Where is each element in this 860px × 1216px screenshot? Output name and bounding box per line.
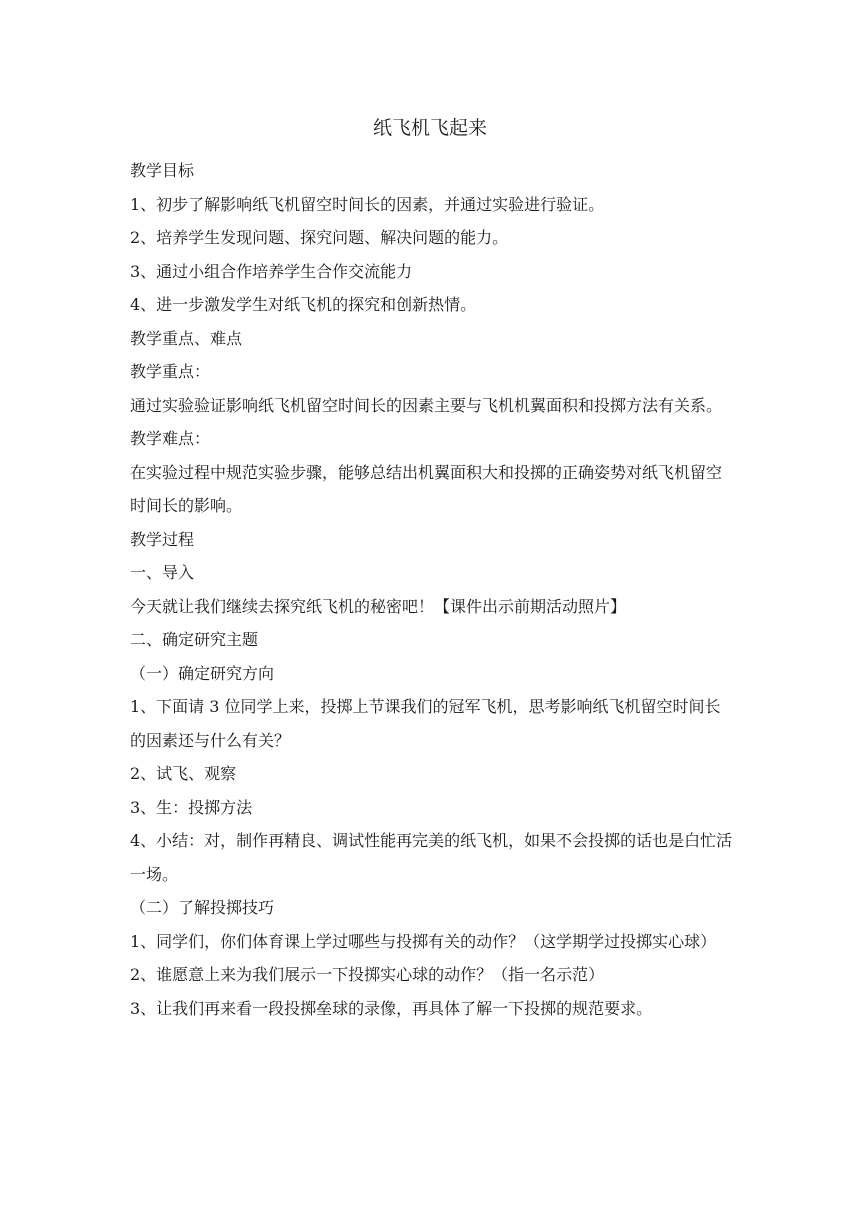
direction-item-4: 4、小结：对，制作再精良、调试性能再完美的纸飞机，如果不会投掷的话也是白忙活一场。 xyxy=(130,831,733,884)
direction-item-1: 1、下面请 3 位同学上来，投掷上节课我们的冠军飞机，思考影响纸飞机留空时间长的因素还与什么有关？ xyxy=(130,697,721,750)
objective-item-4: 4、进一步激发学生对纸飞机的探究和创新热情。 xyxy=(130,295,477,314)
process-heading-topic: 二、确定研究主题 xyxy=(130,630,259,649)
intro-text: 今天就让我们继续去探究纸飞机的秘密吧！【课件出示前期活动照片】 xyxy=(130,596,627,616)
section-heading-objectives: 教学目标 xyxy=(130,161,195,180)
direction-item-2: 2、试飞、观察 xyxy=(130,764,237,783)
objective-item-2: 2、培养学生发现问题、探究问题、解决问题的能力。 xyxy=(130,228,509,247)
skills-item-3: 3、让我们再来看一段投掷垒球的录像，再具体了解一下投掷的规范要求。 xyxy=(130,998,653,1018)
document-title: 纸飞机飞起来 xyxy=(372,117,487,139)
skills-item-1: 1、同学们，你们体育课上学过哪些与投掷有关的动作？（这学期学过投掷实心球） xyxy=(130,931,717,951)
objective-item-3: 3、通过小组合作培养学生合作交流能力 xyxy=(130,261,413,281)
skills-item-2: 2、谁愿意上来为我们展示一下投掷实心球的动作？（指一名示范） xyxy=(130,965,605,984)
section-heading-key-points: 教学重点、难点 xyxy=(130,328,243,348)
objective-item-1: 1、初步了解影响纸飞机留空时间长的因素，并通过实验进行验证。 xyxy=(130,194,605,214)
subheading-direction: （一）确定研究方向 xyxy=(130,663,275,683)
subheading-key-point: 教学重点： xyxy=(130,362,211,381)
process-heading-intro: 一、导入 xyxy=(130,563,195,582)
difficulty-text: 在实验过程中规范实验步骤，能够总结出机翼面积大和投掷的正确姿势对纸飞机留空时间长的影响。 xyxy=(130,462,723,515)
section-heading-process: 教学过程 xyxy=(130,529,195,549)
subheading-throwing-skills: （二）了解投掷技巧 xyxy=(130,898,275,917)
subheading-difficulty: 教学难点： xyxy=(130,429,211,448)
document-body xyxy=(130,154,733,1025)
direction-item-3: 3、生：投掷方法 xyxy=(130,797,253,817)
key-point-text: 通过实验验证影响纸飞机留空时间长的因素主要与飞机机翼面积和投掷方法有关系。 xyxy=(130,395,723,415)
